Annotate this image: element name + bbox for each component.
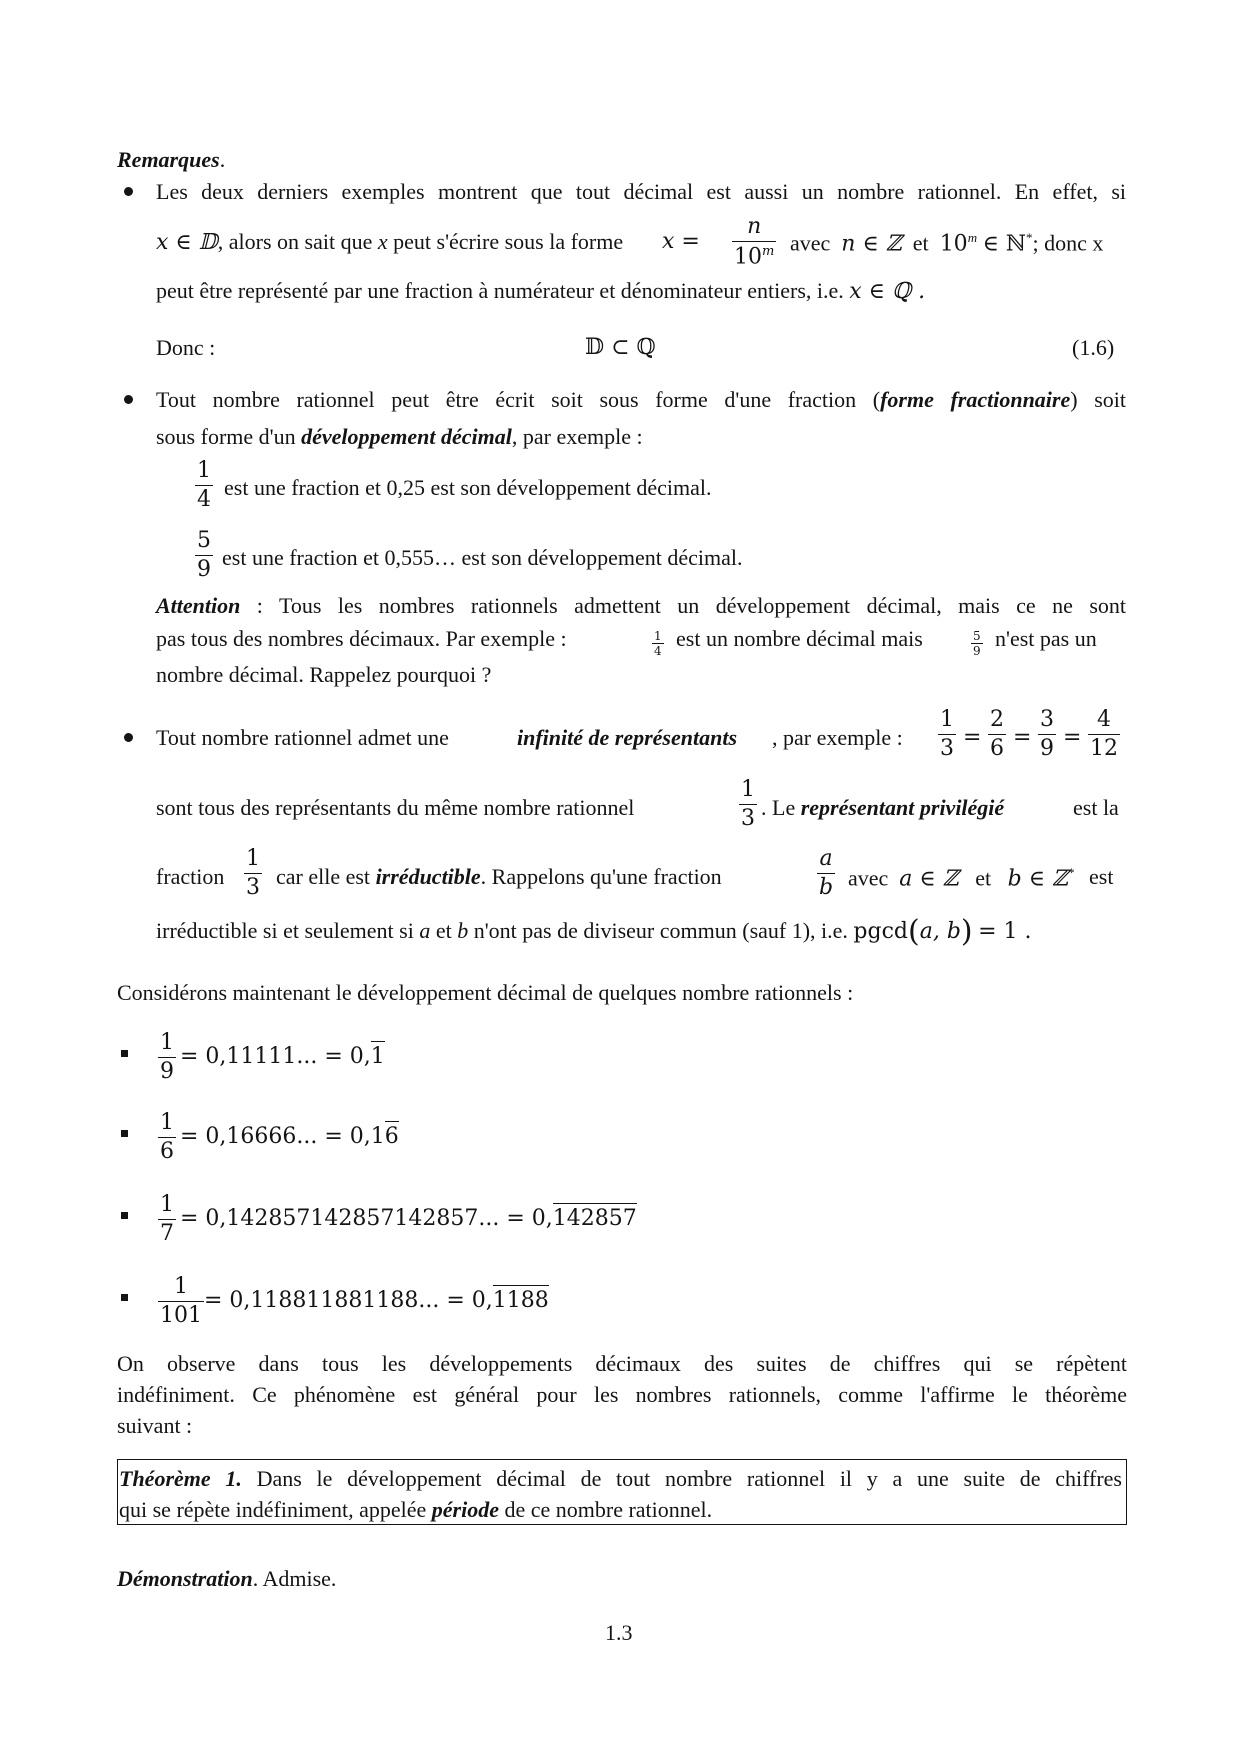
remark3-line3-est: est — [1089, 864, 1114, 889]
donc-label: Donc : — [156, 335, 216, 360]
demonstration: Démonstration. Admise. — [117, 1566, 337, 1591]
page-number: 1.3 — [605, 1620, 633, 1645]
example2-text: est une fraction et 0,555… est son développement décimal. — [222, 545, 743, 570]
expansion-3-fraction: $\frac{1}{7}$ — [160, 1192, 174, 1246]
remark3-line2a: sont tous des représentants du même nombre rationnel — [156, 795, 635, 820]
remark1-line1: Les deux derniers exemples montrent que tout décimal est aussi un nombre rationnel. En effet, si — [156, 179, 1126, 204]
bullet — [124, 733, 133, 742]
equals-sign: = — [1013, 725, 1032, 750]
considerons-text: Considérons maintenant le développement décimal de quelques nombre rationnels : — [117, 980, 854, 1005]
fraction-1-3: $\frac{1}{3}$ — [741, 777, 755, 831]
equals-sign: = — [1063, 725, 1082, 750]
remark3-line1b: infinité de représentants — [517, 725, 738, 750]
fraction-a-over-b: $\frac{a}{b}$ — [819, 846, 834, 900]
observe-line1: On observe dans tous les développements décimaux des suites de chiffres qui se répètent — [117, 1351, 1127, 1376]
remark2-line2: sous forme d'un développement décimal, par exemple : — [156, 424, 643, 449]
remarks-heading: Remarques. — [117, 147, 226, 172]
remark3-line4: irréductible si et seulement si a et b n'ont pas de diviseur commun (sauf 1), i.e. pgcd(a, b) = 1 . — [156, 914, 1032, 949]
expansion-3-value: = 0,142857142857142857... = 0,142857 — [180, 1208, 637, 1230]
remark3-line3c: avec a ∈ ℤ et b ∈ ℤ* — [848, 865, 1075, 892]
expansion-1-fraction: $\frac{1}{9}$ — [160, 1030, 174, 1084]
remark3-line1c: , par exemple : — [772, 725, 903, 750]
expansion-1-value: = 0,11111... = 0,1 — [180, 1046, 385, 1068]
rep-fraction-4: $\frac{4}{12}$ — [1090, 707, 1118, 761]
remark3-line2b: . Le représentant privilégié — [761, 795, 1005, 820]
square-bullet — [121, 1294, 128, 1301]
fraction-5-9: $\frac{5}{9}$ — [197, 528, 211, 582]
remark2-line1: Tout nombre rationnel peut être écrit soit sous forme d'une fraction (forme fractionnaire) soit — [156, 387, 1126, 412]
square-bullet — [121, 1212, 128, 1219]
small-fraction-5-9: $\frac{5}{9}$ — [973, 629, 981, 658]
remark1-line2b: avec n ∈ ℤ et 10$^m$ ∈ ℕ*; donc x — [790, 230, 1104, 257]
remark3-line3b: car elle est irréductible. Rappelons qu'une fraction — [276, 864, 722, 889]
attention-line2b: est un nombre décimal mais — [676, 626, 923, 651]
attention-line3: nombre décimal. Rappelez pourquoi ? — [156, 662, 492, 687]
theorem-line2: qui se répète indéfiniment, appelée période de ce nombre rationnel. — [119, 1497, 713, 1522]
remark3-line2d: est la — [1073, 795, 1119, 820]
fraction-n-over-10m: $\frac{n}{10^m}$ — [734, 214, 775, 270]
remark1-line2a: x ∈ 𝔻, alors on sait que x peut s'écrire sous la forme — [156, 229, 624, 255]
expansion-4-value: = 0,118811881188... = 0,1188 — [204, 1290, 549, 1312]
square-bullet — [121, 1050, 128, 1057]
remark3-line1a: Tout nombre rationnel admet une — [156, 725, 449, 750]
square-bullet — [121, 1130, 128, 1137]
rep-fraction-3: $\frac{3}{9}$ — [1040, 707, 1054, 761]
x-equals: x = — [662, 229, 700, 254]
inclusion-formula: 𝔻 ⊂ ℚ — [585, 335, 656, 360]
theorem-line1: Théorème 1. Dans le développement décimal de tout nombre rationnel il y a une suite de chiffres — [119, 1466, 1122, 1491]
attention-line1: Attention : Tous les nombres rationnels admettent un développement décimal, mais ce ne sont — [156, 593, 1126, 618]
rep-fraction-2: $\frac{2}{6}$ — [990, 707, 1004, 761]
remark1-line3: peut être représenté par une fraction à numérateur et dénominateur entiers, i.e. x ∈ ℚ . — [156, 278, 926, 304]
small-fraction-1-4: $\frac{1}{4}$ — [654, 629, 662, 658]
expansion-4-fraction: $\frac{1}{101}$ — [160, 1274, 202, 1328]
equation-number: (1.6) — [1072, 335, 1115, 360]
example1-text: est une fraction et 0,25 est son développement décimal. — [224, 475, 712, 500]
observe-line3: suivant : — [117, 1413, 193, 1438]
expansion-2-fraction: $\frac{1}{6}$ — [160, 1110, 174, 1164]
attention-line2c: n'est pas un — [995, 626, 1097, 651]
fraction-1-4: $\frac{1}{4}$ — [197, 458, 211, 512]
fraction-1-3-b: $\frac{1}{3}$ — [246, 846, 260, 900]
rep-fraction-1: $\frac{1}{3}$ — [940, 707, 954, 761]
remark3-line3a: fraction — [156, 864, 225, 889]
attention-line2a: pas tous des nombres décimaux. Par exemple : — [156, 626, 567, 651]
bullet — [124, 187, 133, 196]
bullet — [124, 395, 133, 404]
observe-line2: indéfiniment. Ce phénomène est général pour les nombres rationnels, comme l'affirme le théorème — [117, 1382, 1127, 1407]
expansion-2-value: = 0,16666... = 0,16 — [180, 1126, 399, 1148]
equals-sign: = — [963, 725, 982, 750]
